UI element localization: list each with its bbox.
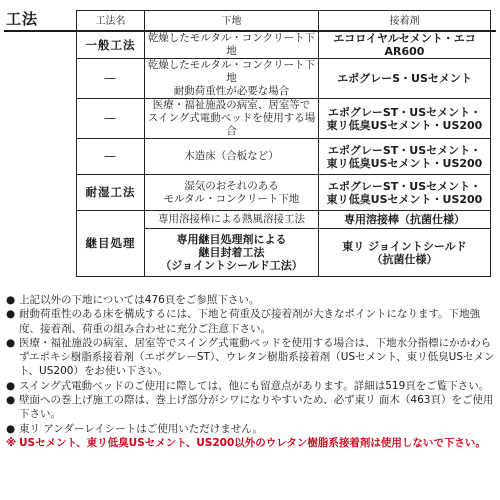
base-cell xyxy=(145,99,319,139)
base-cell xyxy=(145,32,319,59)
adhesive-line: 東リ低臭USセメント・US200 xyxy=(326,156,483,170)
list-item xyxy=(6,379,496,393)
bullet: ※ xyxy=(6,436,17,449)
base-cell xyxy=(145,139,319,175)
adhesive-line: エポグレーS・USセメント xyxy=(337,72,472,85)
method-cell: 耐湿工法 xyxy=(77,175,145,211)
method-cell: 継目処理 xyxy=(77,211,145,277)
base-cell xyxy=(145,211,319,229)
base-line: 耐動荷重性が必要な場合 xyxy=(173,85,290,97)
adhesive-line: （抗菌仕様） xyxy=(371,252,438,266)
adhesive-cell xyxy=(319,99,491,139)
base-cell xyxy=(145,229,319,277)
list-item xyxy=(6,422,496,436)
adhesive-line: 東リ低臭USセメント・US200 xyxy=(326,192,483,206)
adhesive-line: エポグレーST・USセメント・ xyxy=(327,105,482,119)
header-base: 下地 xyxy=(145,11,319,32)
list-item xyxy=(6,307,496,336)
adhesive-line: エポグレーST・USセメント・ xyxy=(327,179,482,193)
base-line: 医療・福祉施設の病室、居室等で xyxy=(152,99,311,111)
table-row xyxy=(77,175,491,211)
base-line: 木造床（合板など） xyxy=(184,150,279,162)
bullet: ● xyxy=(6,308,16,321)
base-line: 乾燥したモルタル・コンクリート下地 xyxy=(147,59,316,84)
adhesive-line: エポグレーST・USセメント・ xyxy=(327,143,482,157)
notes-list xyxy=(6,293,496,450)
construction-method-table xyxy=(76,10,491,277)
note-text: スイング式電動ベッドのご使用に際しては、他にも留意点があります。詳細は519頁をご覧下さい。 xyxy=(19,379,490,392)
table-row xyxy=(77,139,491,175)
adhesive-cell xyxy=(319,175,491,211)
bullet: ● xyxy=(6,422,16,435)
header-method: 工法名 xyxy=(77,11,145,32)
section-title: 工法 xyxy=(6,10,39,28)
note-text: 壁面への巻上げ施工の際は、巻上げ部分がシワになりやすいため、必ず東リ 面木（463頁）をご使用下さい。 xyxy=(19,394,494,421)
table-header-row xyxy=(77,11,491,32)
adhesive-cell xyxy=(319,211,491,229)
bullet: ● xyxy=(6,336,16,349)
base-line: （ジョイントシールド工法） xyxy=(160,259,303,272)
table-row xyxy=(77,99,491,139)
warning-item xyxy=(6,436,496,450)
bullet: ● xyxy=(6,394,16,407)
adhesive-cell xyxy=(319,229,491,277)
method-cell: — xyxy=(77,99,145,139)
bullet: ● xyxy=(6,294,16,306)
base-line: 乾燥したモルタル・コンクリート下地 xyxy=(147,32,316,57)
base-line: モルタル・コンクリート下地 xyxy=(163,192,300,205)
note-text: 上記以外の下地については476頁をご参照下さい。 xyxy=(19,294,260,306)
table-row xyxy=(77,211,491,229)
table-row xyxy=(77,59,491,99)
base-line: 継目封着工法 xyxy=(198,246,265,259)
note-text: 医療・福祉施設の病室、居室等でスイング式電動ベッドを使用する場合は、下地水分指標にかかわらずエポキシ樹脂系接着剤（エポグレーST）、ウレタン樹脂系接着剤（USセメント、東リ低臭USセメント、US200）をお使い下さい。 xyxy=(19,336,495,378)
method-cell: 一般工法 xyxy=(77,32,145,59)
adhesive-cell xyxy=(319,139,491,175)
method-cell: — xyxy=(77,59,145,99)
adhesive-line: 専用溶接棒（抗菌仕様） xyxy=(344,213,465,226)
list-item xyxy=(6,293,496,307)
method-cell: — xyxy=(77,139,145,175)
warning-text: USセメント、東リ低臭USセメント、US200以外のウレタン樹脂系接着剤は使用しないで下さい。 xyxy=(19,436,486,449)
list-item xyxy=(6,393,496,422)
base-line: 湿気のおそれのある xyxy=(184,179,279,192)
note-text: 東リ アンダーレイシートはご使用いただけません。 xyxy=(19,422,263,435)
header-adhesive: 接着剤 xyxy=(319,11,491,32)
table-row xyxy=(77,32,491,59)
bullet: ● xyxy=(6,379,16,392)
base-line: 専用継目処理剤による xyxy=(176,233,287,246)
base-line: 専用溶接棒による熱風溶接工法 xyxy=(158,213,305,225)
adhesive-line: 東リ低臭USセメント・US200 xyxy=(326,118,483,132)
base-line: スイング式電動ベッドを使用する場合 xyxy=(147,112,316,137)
adhesive-line: 東リ ジョイントシールド xyxy=(342,239,467,253)
adhesive-cell xyxy=(319,59,491,99)
note-text: 耐動荷重性のある床を構成するには、下地と荷重及び接着剤が大きなポイントになります。下地強度、接着剤、荷重の組み合わせに充分ご注意下さい。 xyxy=(19,308,481,335)
base-cell xyxy=(145,59,319,99)
adhesive-line: エコロイヤルセメント・エコAR600 xyxy=(333,32,476,58)
base-cell xyxy=(145,175,319,211)
list-item xyxy=(6,336,496,379)
adhesive-cell xyxy=(319,32,491,59)
